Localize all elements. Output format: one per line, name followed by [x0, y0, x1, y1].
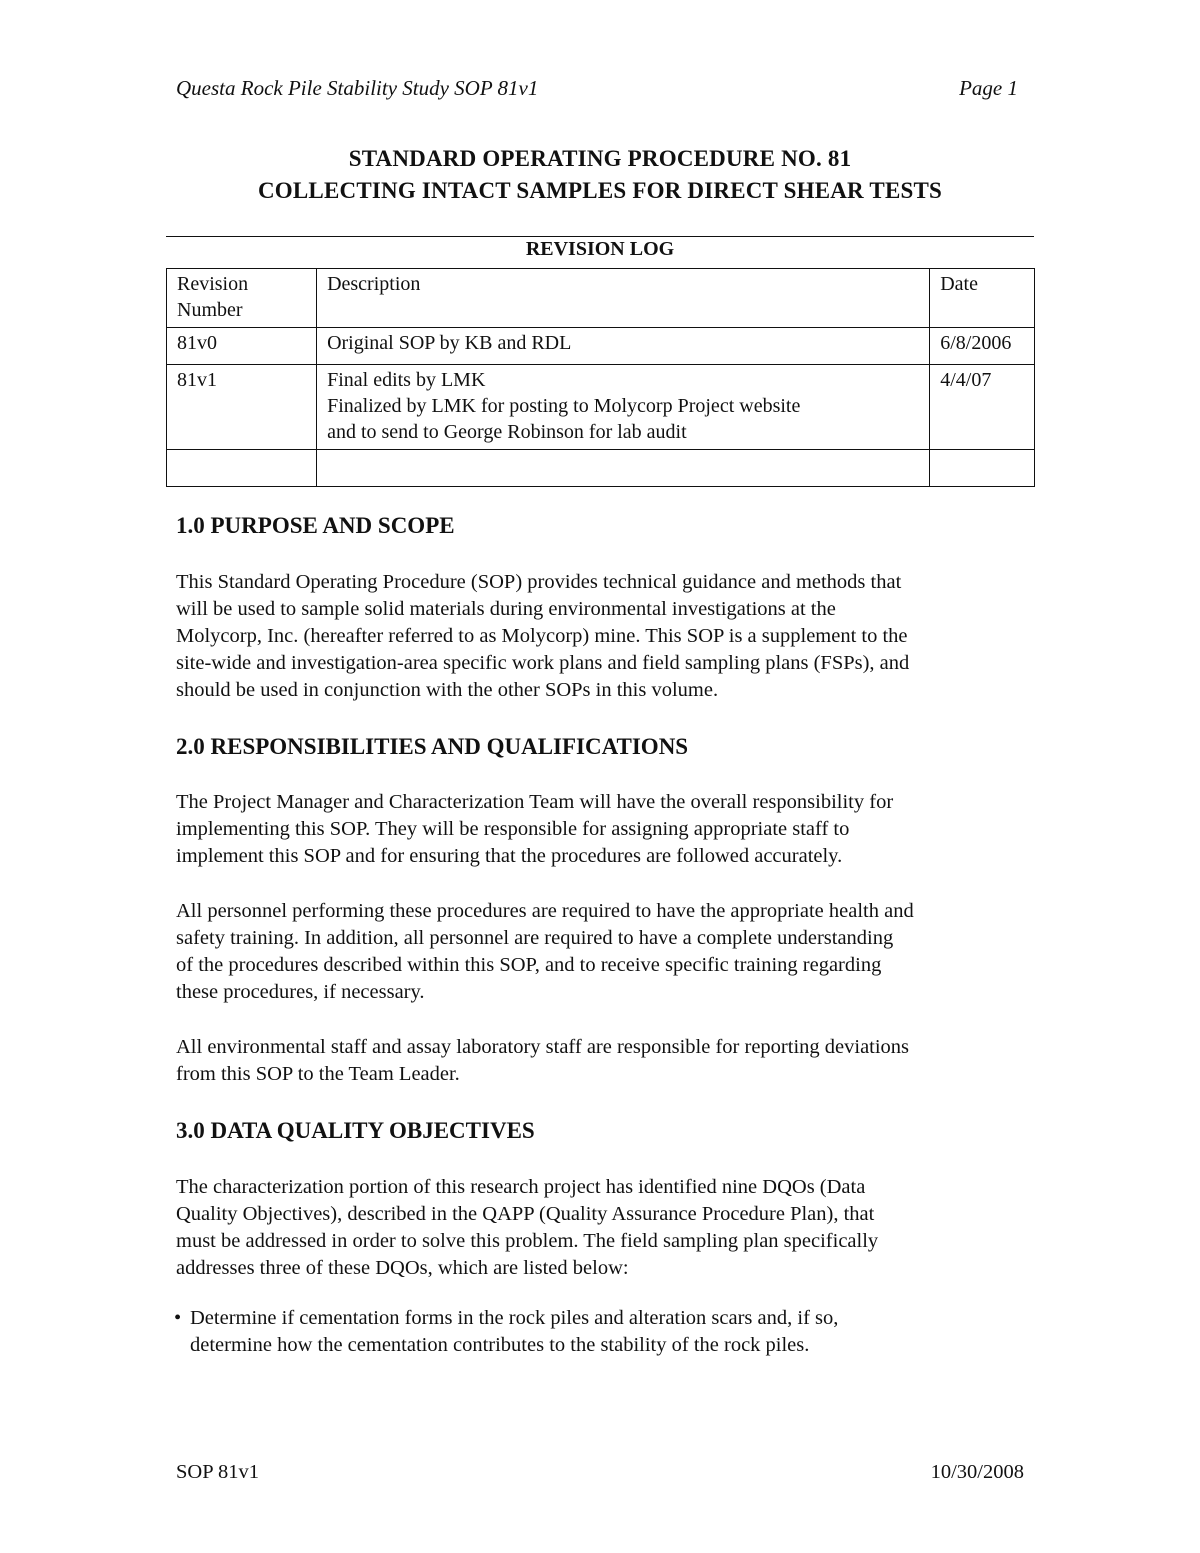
section-heading-responsibilities: 2.0 RESPONSIBILITIES AND QUALIFICATIONS — [176, 734, 689, 759]
text-line: these procedures, if necessary. — [176, 981, 425, 1003]
section-heading-data-quality: 3.0 DATA QUALITY OBJECTIVES — [176, 1118, 535, 1143]
revision-log-heading: REVISION LOG — [525, 238, 675, 260]
paragraph — [176, 898, 1036, 1006]
title-divider — [166, 236, 1034, 237]
description-cell — [317, 328, 930, 365]
paragraph — [176, 789, 1036, 870]
paragraph — [176, 1034, 1036, 1088]
date-cell: 6/8/2006 — [930, 328, 1035, 365]
description-line: and to send to George Robinson for lab audit — [327, 421, 687, 443]
text-line: determine how the cementation contributes to the stability of the rock piles. — [190, 1334, 810, 1356]
description-line: Finalized by LMK for posting to Molycorp Project website — [327, 395, 801, 417]
column-header-line: Revision — [177, 273, 249, 295]
column-header-date: Date — [930, 269, 1035, 328]
table-header-row — [167, 269, 1035, 328]
document-title-line-2: COLLECTING INTACT SAMPLES FOR DIRECT SHEAR TESTS — [257, 178, 943, 203]
text-line: should be used in conjunction with the other SOPs in this volume. — [176, 679, 719, 701]
running-header-title: Questa Rock Pile Stability Study SOP 81v1 — [176, 76, 539, 100]
date-cell: 4/4/07 — [930, 365, 1035, 450]
text-line: from this SOP to the Team Leader. — [176, 1063, 460, 1085]
text-line: addresses three of these DQOs, which are listed below: — [176, 1257, 629, 1279]
description-cell — [317, 450, 930, 487]
column-header-description: Description — [317, 269, 930, 328]
column-header-line: Number — [177, 299, 243, 321]
section-heading-purpose-scope: 1.0 PURPOSE AND SCOPE — [176, 513, 455, 538]
footer-date: 10/30/2008 — [930, 1461, 1024, 1483]
column-header-revision-number — [167, 269, 317, 328]
bullet-marker: • — [174, 1307, 182, 1329]
description-cell — [317, 365, 930, 450]
text-line: of the procedures described within this SOP, and to receive specific training regarding — [176, 954, 882, 976]
bullet-item — [174, 1305, 1034, 1359]
text-line: implementing this SOP. They will be responsible for assigning appropriate staff to — [176, 818, 850, 840]
text-line: All environmental staff and assay laboratory staff are responsible for reporting deviations — [176, 1036, 910, 1058]
text-line: All personnel performing these procedures are required to have the appropriate health and — [176, 900, 914, 922]
revision-number-cell — [167, 450, 317, 487]
footer-document-id: SOP 81v1 — [176, 1461, 259, 1483]
document-title-line-1: STANDARD OPERATING PROCEDURE NO. 81 — [348, 146, 852, 171]
description-line: Original SOP by KB and RDL — [327, 332, 572, 354]
table-row — [167, 365, 1035, 450]
revision-log-table — [166, 268, 1035, 487]
bullet-text — [190, 1305, 1034, 1359]
text-line: This Standard Operating Procedure (SOP) provides technical guidance and methods that — [176, 571, 902, 593]
text-line: safety training. In addition, all personnel are required to have a complete understanding — [176, 927, 894, 949]
text-line: site-wide and investigation-area specific work plans and field sampling plans (FSPs), and — [176, 652, 910, 674]
text-line: Quality Objectives), described in the QAPP (Quality Assurance Procedure Plan), that — [176, 1203, 875, 1225]
revision-number-cell: 81v1 — [167, 365, 317, 450]
text-line: Molycorp, Inc. (hereafter referred to as Molycorp) mine. This SOP is a supplement to the — [176, 625, 908, 647]
paragraph — [176, 1174, 1036, 1282]
text-line: Determine if cementation forms in the rock piles and alteration scars and, if so, — [190, 1307, 839, 1329]
table-row — [167, 450, 1035, 487]
table-row — [167, 328, 1035, 365]
running-header-page-number: Page 1 — [959, 76, 1018, 100]
text-line: The Project Manager and Characterization Team will have the overall responsibility for — [176, 791, 894, 813]
revision-number-cell: 81v0 — [167, 328, 317, 365]
text-line: implement this SOP and for ensuring that the procedures are followed accurately. — [176, 845, 843, 867]
text-line: The characterization portion of this research project has identified nine DQOs (Data — [176, 1176, 866, 1198]
text-line: must be addressed in order to solve this problem. The field sampling plan specifically — [176, 1230, 879, 1252]
text-line: will be used to sample solid materials during environmental investigations at the — [176, 598, 836, 620]
paragraph — [176, 569, 1036, 704]
date-cell — [930, 450, 1035, 487]
description-line: Final edits by LMK — [327, 369, 486, 391]
